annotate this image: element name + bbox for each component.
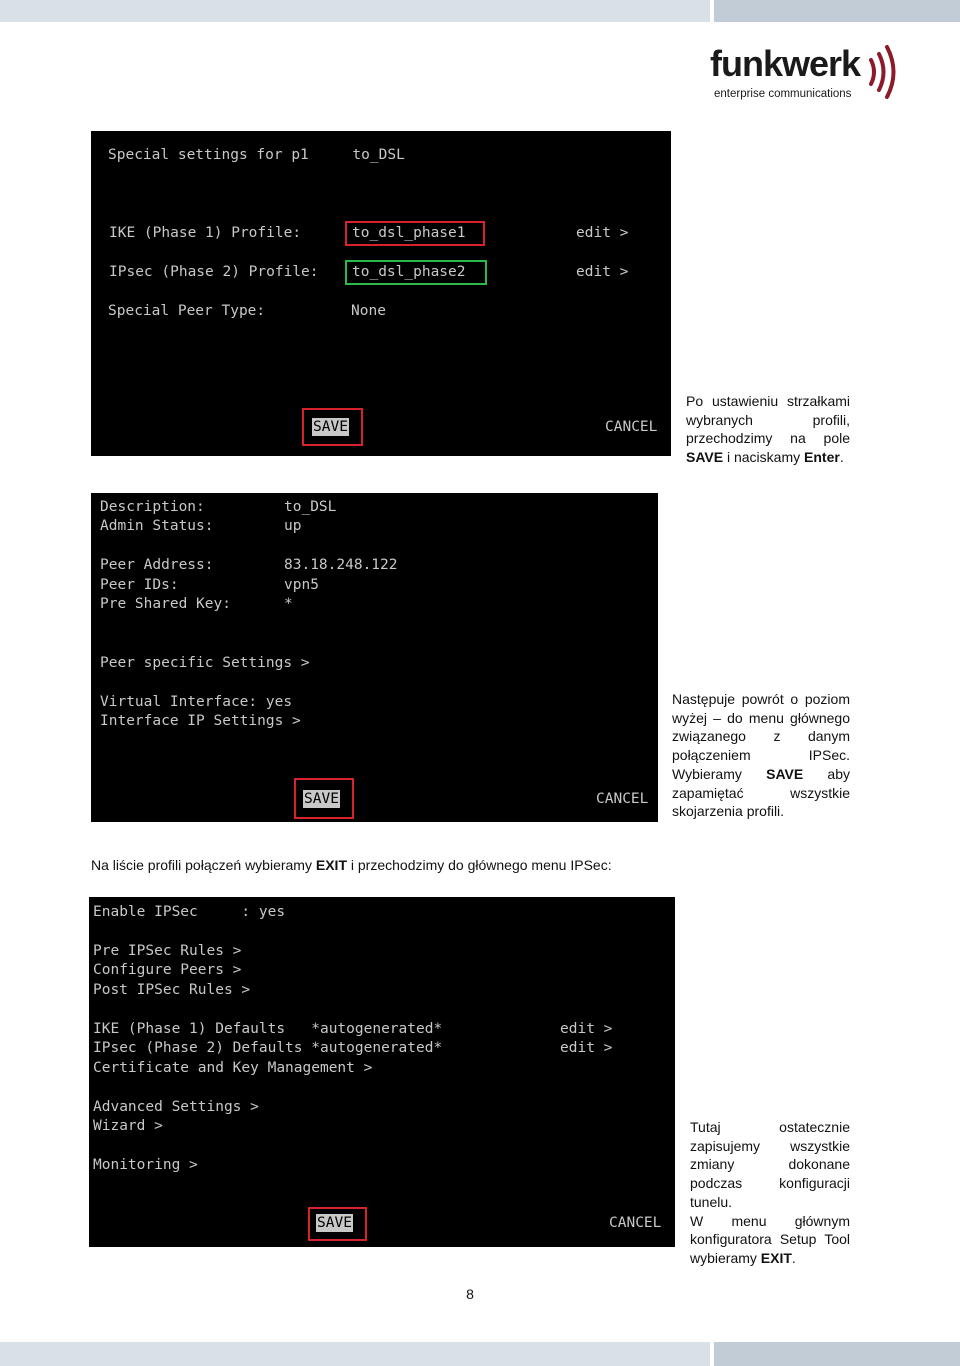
note-1 (686, 392, 850, 467)
note-2-text-b: aby zapamiętać wszystkie skojarzenia profili. (672, 765, 850, 820)
header-bar (0, 0, 710, 22)
note-3-bold-exit: EXIT (760, 1249, 792, 1266)
page-number: 8 (466, 1286, 474, 1302)
note-1-text-a: Po ustawieniu strzałkami wybranych profili, przechodzimy na pole (686, 393, 850, 447)
wizard-link[interactable]: Wizard > (93, 1118, 163, 1134)
note-2-text-a: Następuje powrót o poziom wyżej – do menu głównego związanego z danym połączeniem IPSec. Wybieramy (672, 691, 850, 782)
description-value[interactable]: to_DSL (284, 499, 337, 515)
cancel-button[interactable]: CANCEL (605, 419, 658, 435)
psk-label: Pre Shared Key: (100, 596, 231, 612)
funkwerk-logo (710, 42, 900, 104)
note-1-bold-enter: Enter (804, 449, 840, 466)
radio-waves-icon (868, 44, 902, 100)
note-2-bold-save: SAVE (766, 765, 804, 782)
advanced-settings-link[interactable]: Advanced Settings > (93, 1099, 259, 1115)
save-button[interactable]: SAVE (304, 791, 339, 807)
footer-bar-accent (714, 1342, 960, 1366)
caption (91, 857, 612, 873)
note-3-text-a: Tutaj ostatecznie zapisujemy wszystkie zmiany dokonane podczas konfiguracji tunelu. (690, 1119, 850, 1210)
cancel-button[interactable]: CANCEL (596, 791, 649, 807)
ipsec-defaults-field: IPsec (Phase 2) Defaults *autogenerated* (93, 1040, 443, 1056)
enable-ipsec-field[interactable]: Enable IPSec : yes (93, 904, 286, 920)
interface-ip-settings-link[interactable]: Interface IP Settings > (100, 713, 301, 729)
ike-edit-link[interactable]: edit > (576, 225, 629, 241)
ipsec-profile-label: IPsec (Phase 2) Profile: (109, 264, 319, 280)
terminal-screen-peer-settings (91, 493, 658, 822)
admin-status-value[interactable]: up (284, 518, 302, 534)
terminal-screen-special-settings (91, 131, 671, 456)
screen-title: Special settings for p1 to_DSL (108, 147, 405, 163)
virtual-interface-field[interactable]: Virtual Interface: yes (100, 694, 293, 710)
note-3 (690, 1118, 850, 1268)
save-button[interactable]: SAVE (313, 419, 348, 435)
peer-ids-label: Peer IDs: (100, 577, 179, 593)
ipsec-profile-value[interactable]: to_dsl_phase2 (352, 264, 466, 280)
post-ipsec-rules-link[interactable]: Post IPSec Rules > (93, 982, 251, 998)
note-3-line-2 (690, 1212, 850, 1268)
caption-text-b: i przechodzimy do głównego menu IPSec: (347, 857, 612, 873)
logo-tagline: enterprise communications (714, 88, 852, 100)
monitoring-link[interactable]: Monitoring > (93, 1157, 198, 1173)
note-3-text-b: W menu głównym konfiguratora Setup Tool wybieramy (690, 1212, 850, 1266)
peer-type-value[interactable]: None (351, 303, 386, 319)
psk-value[interactable]: * (284, 596, 293, 612)
configure-peers-link[interactable]: Configure Peers > (93, 962, 242, 978)
description-label: Description: (100, 499, 205, 515)
peer-specific-settings-link[interactable]: Peer specific Settings > (100, 655, 310, 671)
note-3-text-c: . (791, 1249, 796, 1266)
save-button[interactable]: SAVE (317, 1215, 352, 1231)
admin-status-label: Admin Status: (100, 518, 214, 534)
peer-type-label: Special Peer Type: (108, 303, 266, 319)
caption-bold-exit: EXIT (315, 857, 347, 873)
cert-key-management-link[interactable]: Certificate and Key Management > (93, 1060, 373, 1076)
note-1-text-c: . (839, 449, 844, 466)
note-2 (672, 690, 850, 821)
cancel-button[interactable]: CANCEL (609, 1215, 662, 1231)
peer-ids-value[interactable]: vpn5 (284, 577, 319, 593)
terminal-screen-ipsec-main (89, 897, 675, 1247)
ipsec-defaults-edit-link[interactable]: edit > (560, 1040, 613, 1056)
ike-defaults-edit-link[interactable]: edit > (560, 1021, 613, 1037)
caption-text-a: Na liście profili połączeń wybieramy (91, 857, 316, 873)
logo-wordmark: funkwerk (710, 43, 861, 84)
ipsec-edit-link[interactable]: edit > (576, 264, 629, 280)
note-1-bold-save: SAVE (686, 449, 724, 466)
note-1-text-b: i naciskamy (723, 449, 805, 466)
ike-defaults-field: IKE (Phase 1) Defaults *autogenerated* (93, 1021, 443, 1037)
header-bar-accent (714, 0, 960, 22)
footer-bar (0, 1342, 710, 1366)
peer-address-value[interactable]: 83.18.248.122 (284, 557, 398, 573)
peer-address-label: Peer Address: (100, 557, 214, 573)
ike-profile-label: IKE (Phase 1) Profile: (109, 225, 302, 241)
ike-profile-value[interactable]: to_dsl_phase1 (352, 225, 466, 241)
pre-ipsec-rules-link[interactable]: Pre IPSec Rules > (93, 943, 242, 959)
